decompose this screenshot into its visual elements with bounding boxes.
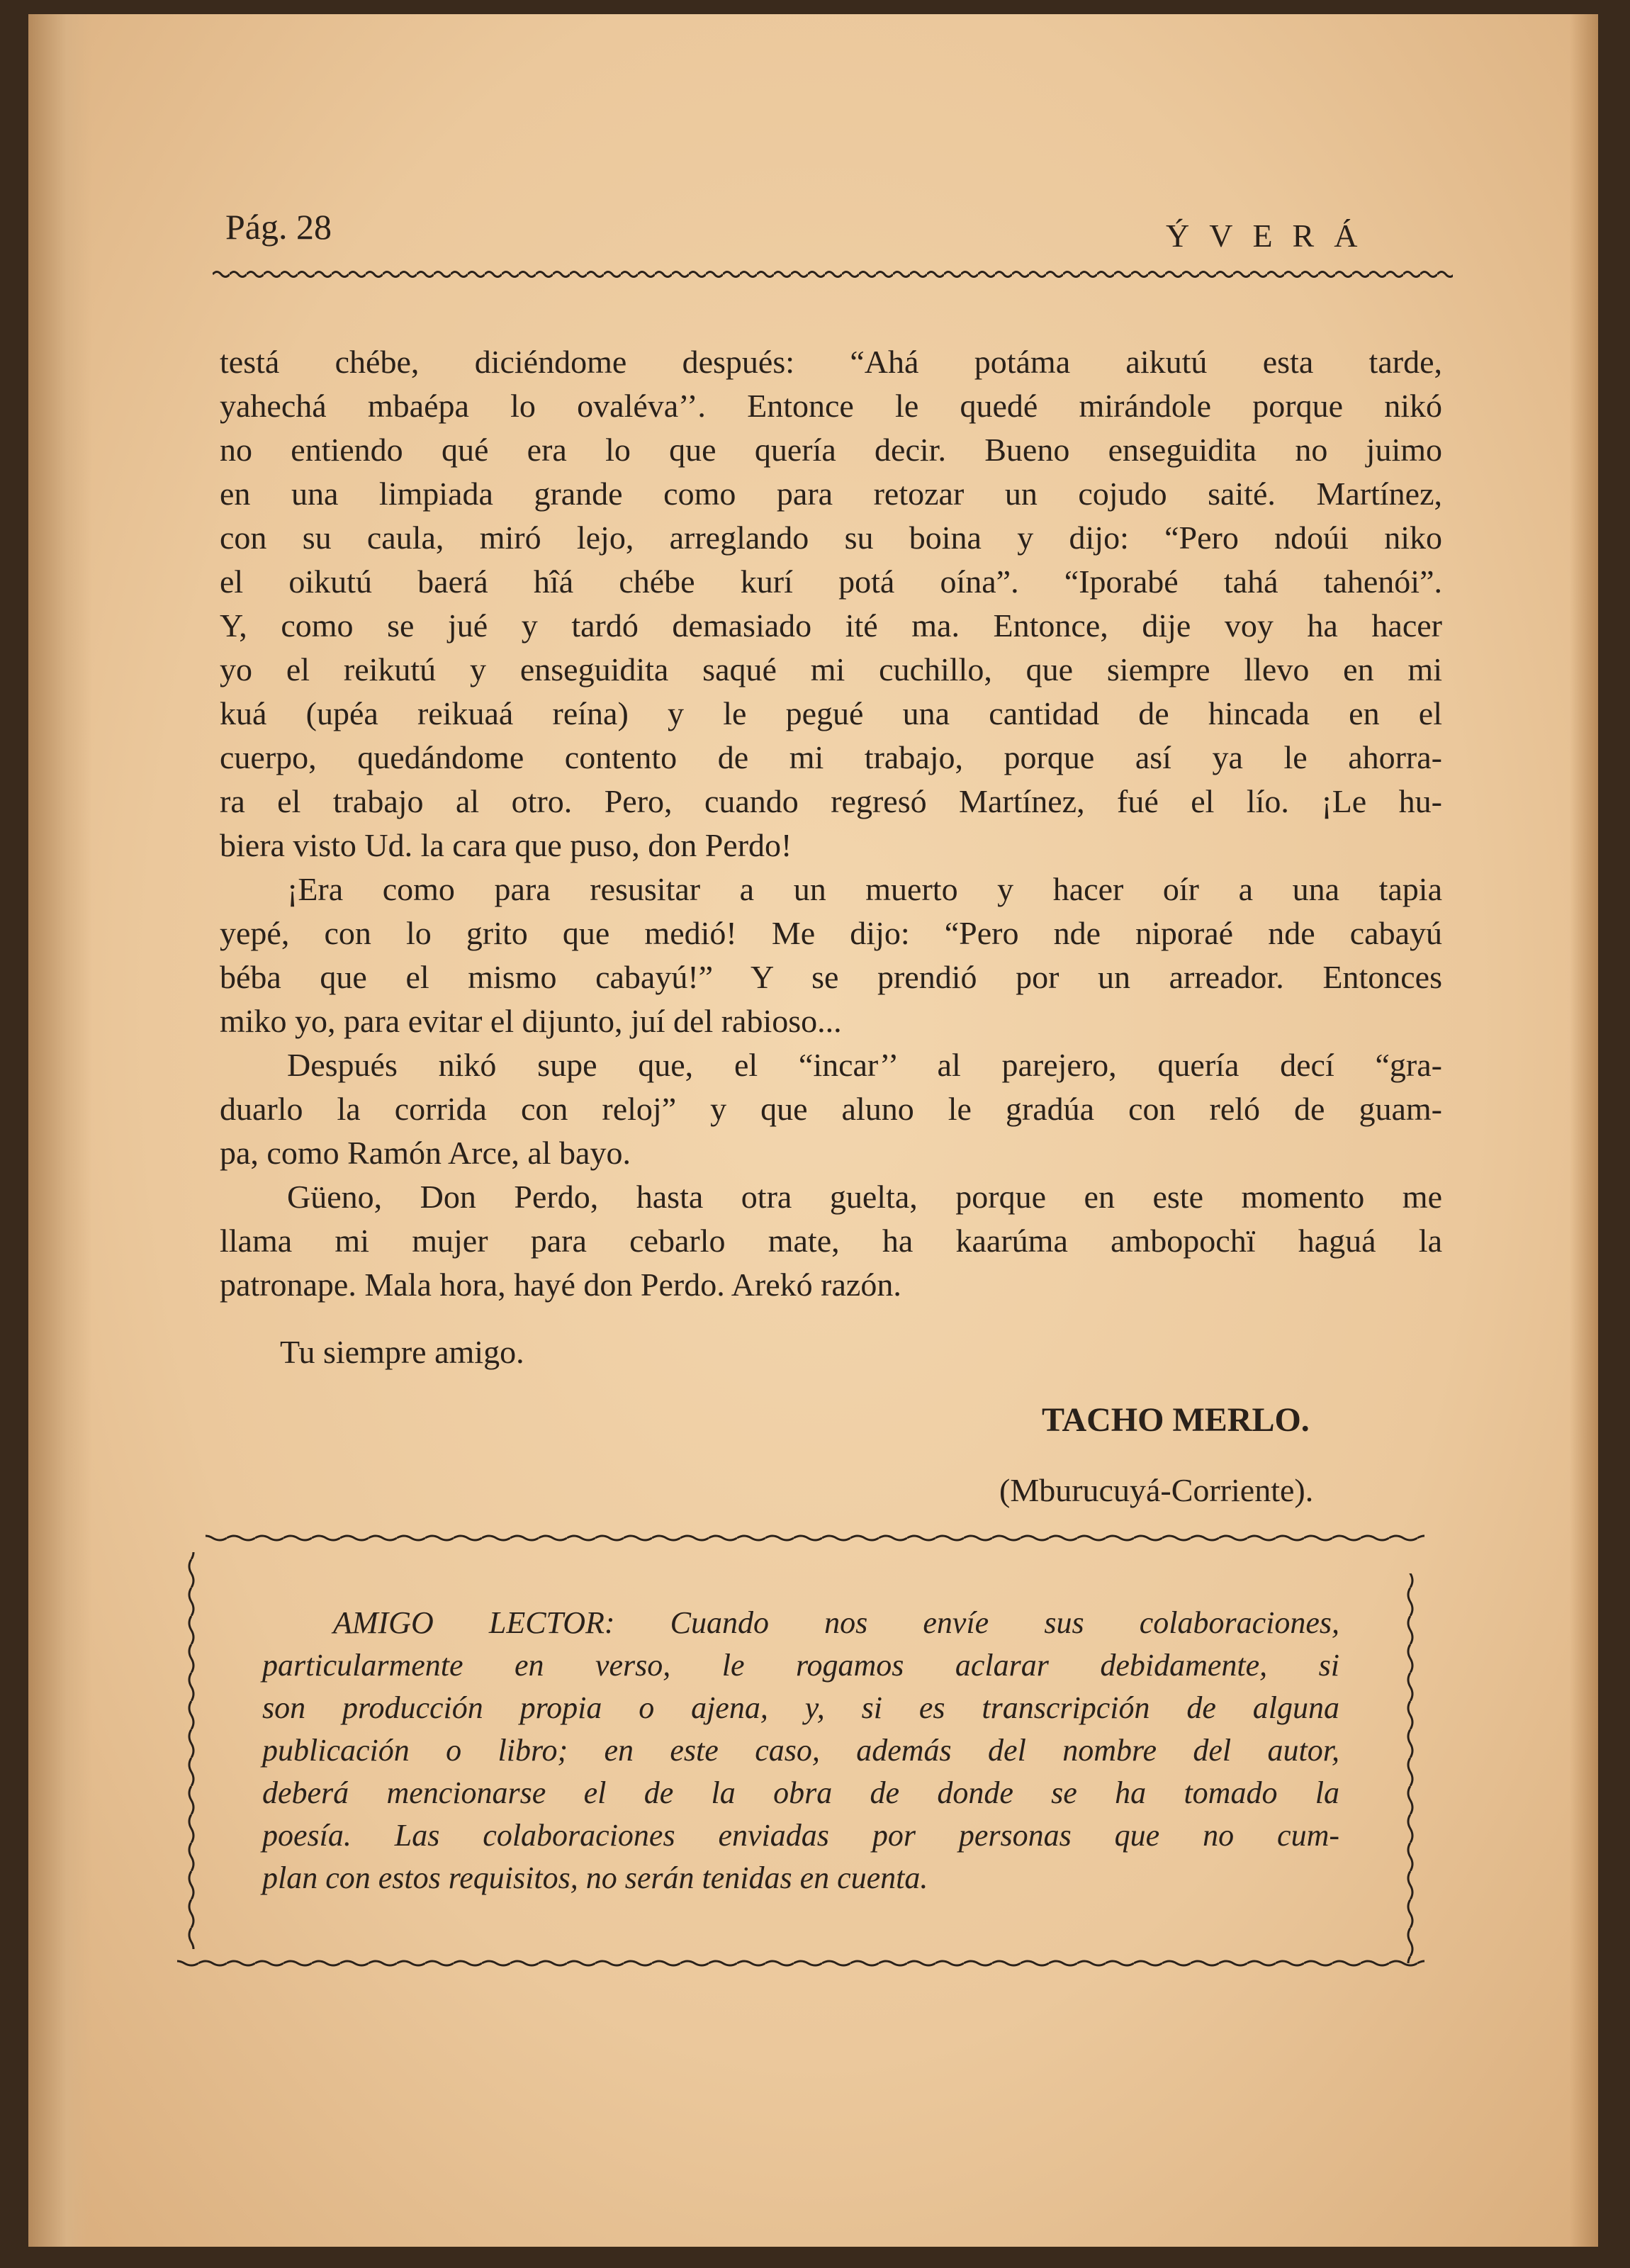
text-line: el oikutú baerá hîá chébe kurí potá oína”. “Iporabé tahá tahenói”. — [220, 563, 1442, 600]
text-line: con su caula, miró lejo, arreglando su boina y dijo: “Pero ndoúi niko — [220, 520, 1442, 556]
text-line: yo el reikutú y enseguidita saqué mi cuchillo, que siempre llevo en mi — [220, 651, 1442, 687]
text-line: Después nikó supe que, el “incar’’ al parejero, quería decí “gra- — [287, 1047, 1442, 1083]
text-line: llama mi mujer para cebarlo mate, ha kaarúma ambopochï haguá la — [220, 1223, 1442, 1259]
text-line: testá chébe, diciéndome después: “Ahá potáma aikutú esta tarde, — [220, 344, 1442, 380]
notice-line: deberá mencionarse el de la obra de donde se ha tomado la — [262, 1775, 1339, 1810]
text-line: no entiendo qué era lo que quería decir. Bueno enseguidita no juimo — [220, 432, 1442, 468]
text-line: biera visto Ud. la cara que puso, don Perdo! — [220, 827, 792, 863]
text-line: ¡Era como para resusitar a un muerto y hacer oír a una tapia — [287, 871, 1442, 907]
closing-line: Tu siempre amigo. — [280, 1334, 524, 1370]
notice-line: AMIGO LECTOR: Cuando nos envíe sus colaboraciones, — [333, 1605, 1339, 1640]
text-line: duarlo la corrida con reloj” y que aluno le gradúa con reló de guam- — [220, 1091, 1442, 1127]
text-line: Güeno, Don Perdo, hasta otra guelta, porque en este momento me — [287, 1179, 1442, 1215]
text-line: pa, como Ramón Arce, al bayo. — [220, 1135, 631, 1171]
notice-line: particularmente en verso, le rogamos aclarar debidamente, si — [262, 1648, 1339, 1683]
notice-line: plan con estos requisitos, no serán tenidas en cuenta. — [262, 1860, 928, 1895]
signature: TACHO MERLO. — [1042, 1401, 1310, 1439]
signature-location: (Mburucuyá-Corriente). — [999, 1472, 1314, 1508]
text-line: yepé, con lo grito que medió! Me dijo: “Pero nde niporaé nde cabayú — [220, 915, 1442, 951]
text-line: cuerpo, quedándome contento de mi trabajo, porque así ya le ahorra- — [220, 739, 1442, 775]
magazine-title: ÝVERÁ — [1166, 218, 1378, 254]
text-line: béba que el mismo cabayú!” Y se prendió por un arreador. Entonces — [220, 959, 1442, 995]
notice-box — [262, 1602, 1339, 1899]
page-number: Pág. 28 — [225, 207, 332, 247]
notice-line: poesía. Las colaboraciones enviadas por personas que no cum- — [262, 1818, 1339, 1853]
text-line: kuá (upéa reikuaá reína) y le pegué una cantidad de hincada en el — [220, 695, 1442, 731]
text-line: patronape. Mala hora, hayé don Perdo. Arekó razón. — [220, 1267, 901, 1303]
text-line: ra el trabajo al otro. Pero, cuando regresó Martínez, fué el lío. ¡Le hu- — [220, 783, 1442, 819]
text-line: Y, como se jué y tardó demasiado ité ma. Entonce, dije voy ha hacer — [220, 607, 1442, 644]
text-line: yahechá mbaépa lo ovaléva’’. Entonce le quedé mirándole porque nikó — [220, 388, 1442, 424]
text-line: en una limpiada grande como para retozar un cojudo saité. Martínez, — [220, 476, 1442, 512]
notice-line: publicación o libro; en este caso, además del nombre del autor, — [262, 1733, 1339, 1768]
text-line: miko yo, para evitar el dijunto, juí del rabioso... — [220, 1003, 842, 1039]
notice-line: son producción propia o ajena, y, si es transcripción de alguna — [262, 1690, 1339, 1725]
